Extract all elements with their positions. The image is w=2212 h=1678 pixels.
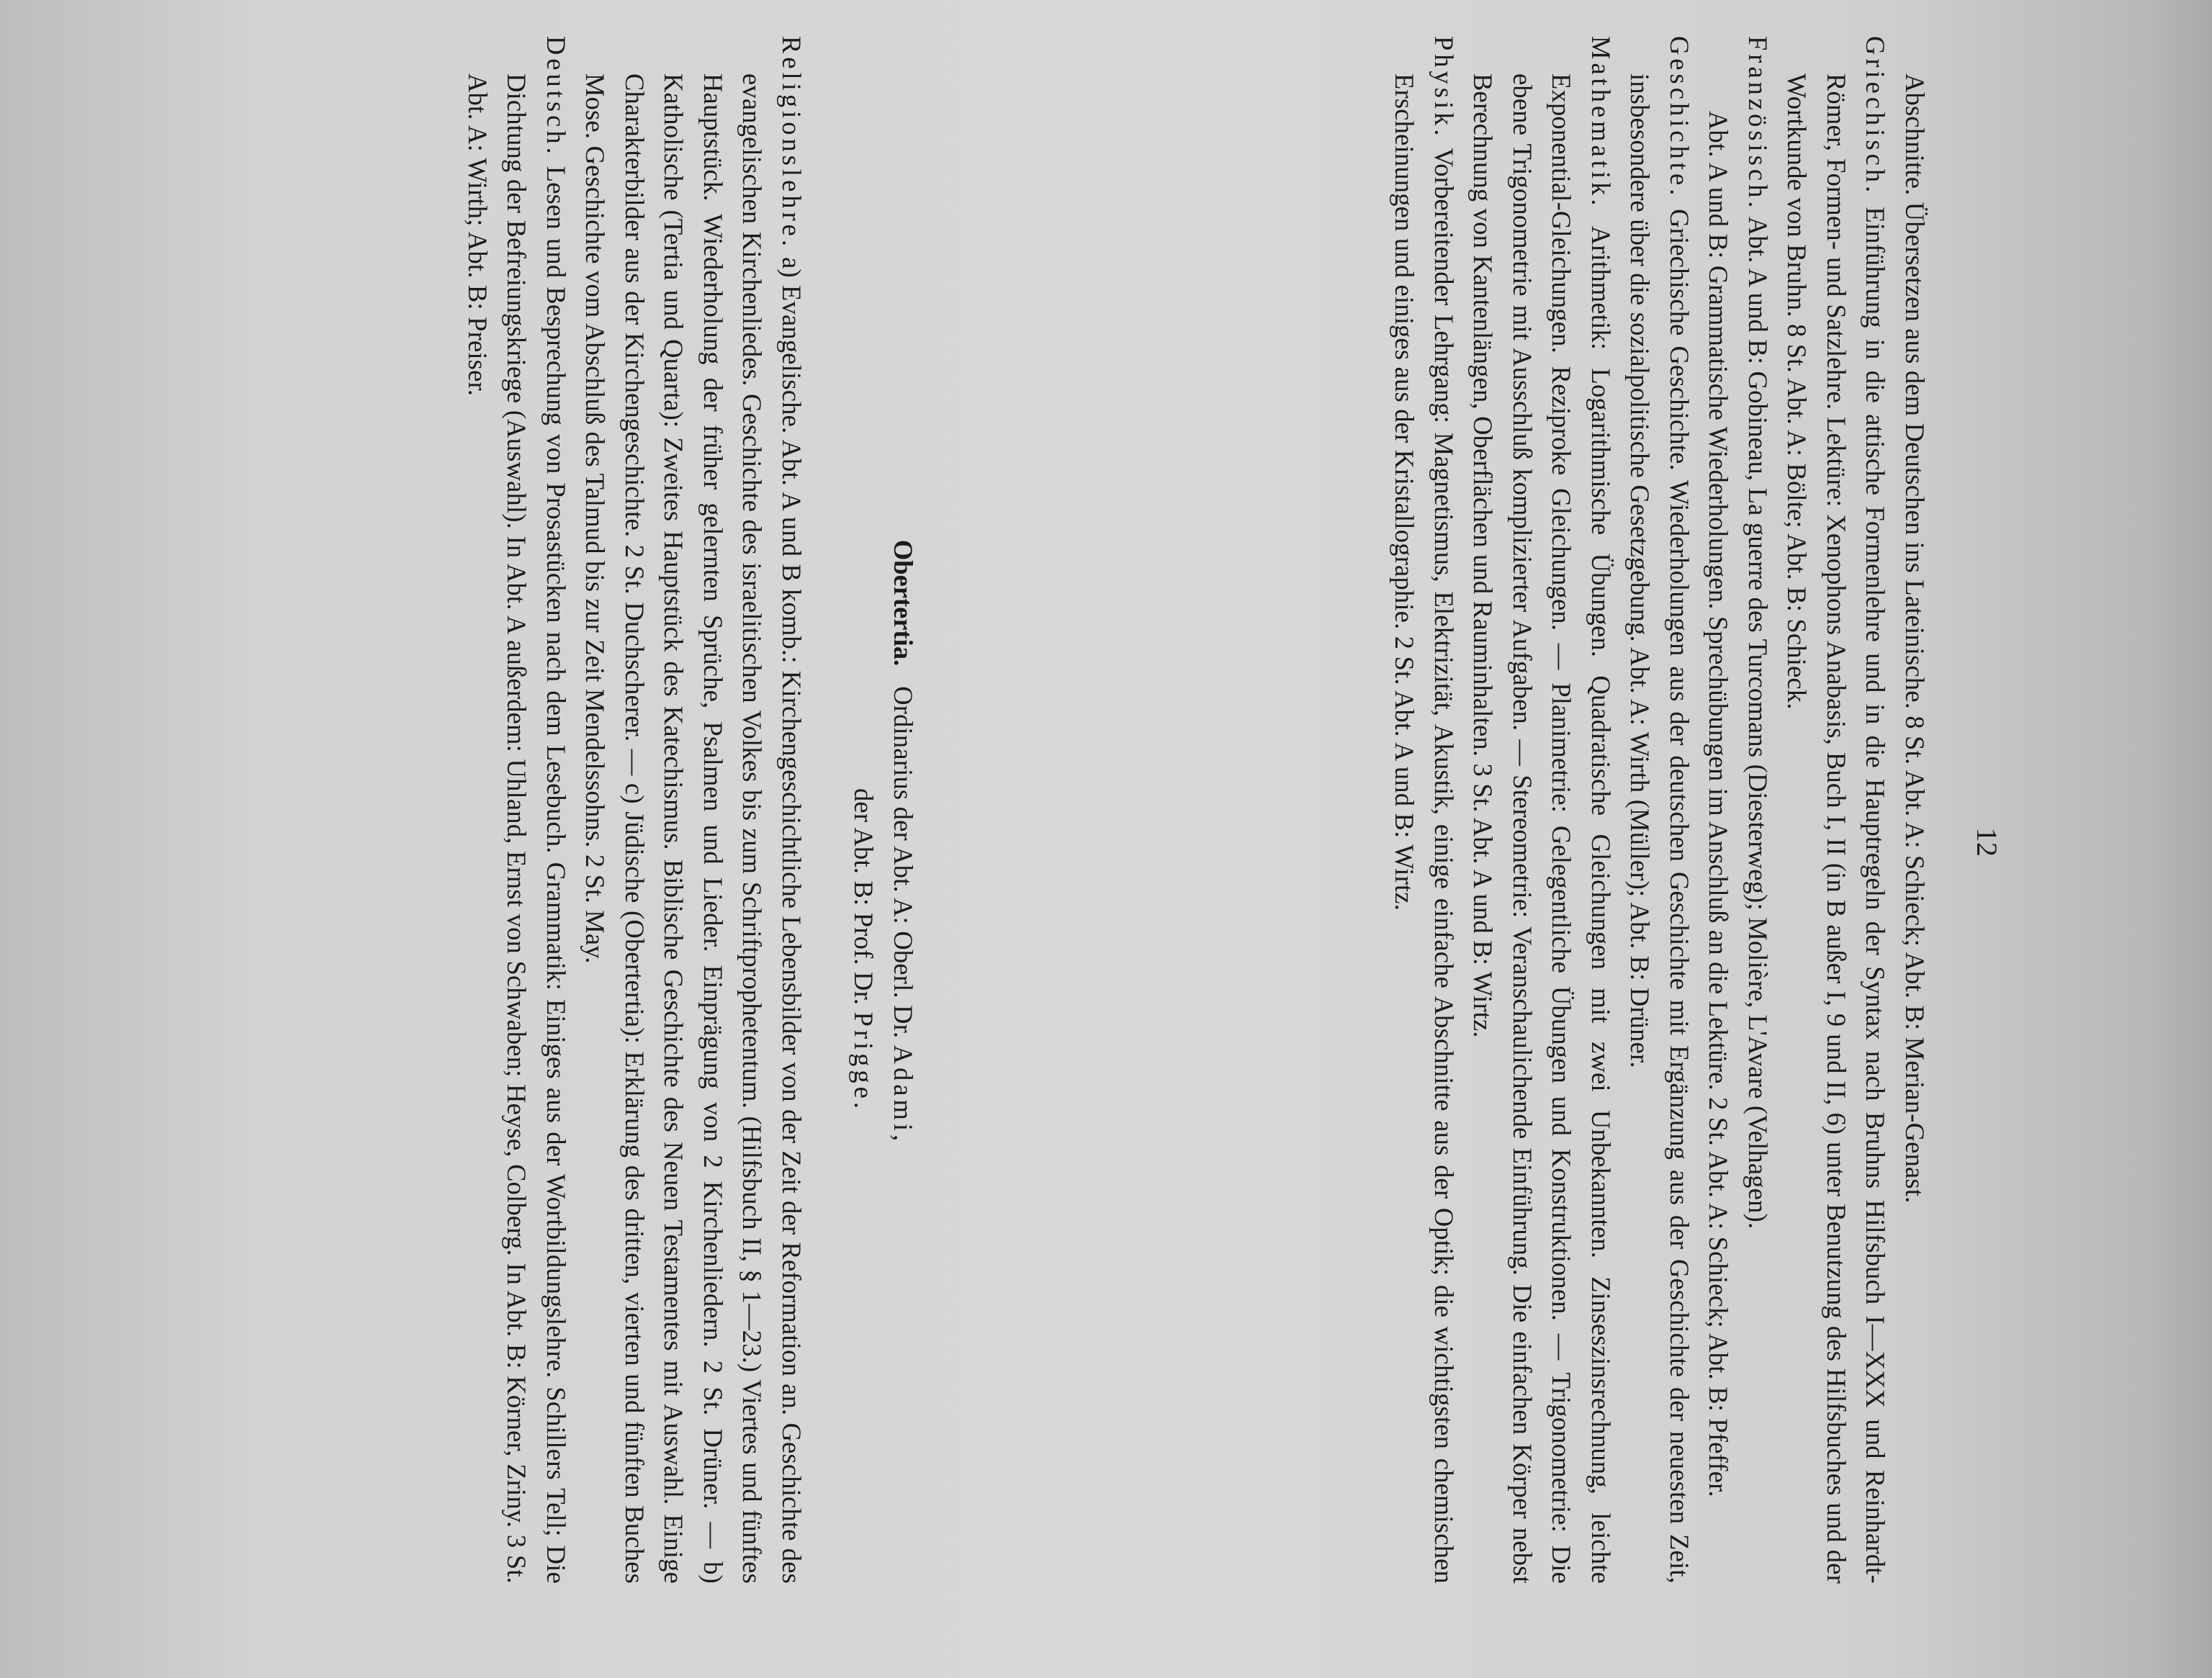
obertertia-title: Obertertia. <box>889 539 918 667</box>
physik-subject: Physik. <box>1429 36 1459 140</box>
top-text-section <box>1385 36 1934 1584</box>
ordinarius-a-text: Ordinarius der Abt. A: Oberl. Dr. <box>889 686 918 1039</box>
deutsch-subject: Deutsch. <box>541 36 571 158</box>
deutsch-text: Lesen und Besprechung von Prosastücken nach dem Lesebuch. Grammatik: Einiges aus der Wortbildungslehre. Schillers Tell; Die Dichtung der Befreiungskriege (Auswahl). In Abt. A außerdem: Uhland, Ernst von Schwaben; Heyse, Colberg. In Abt. B: Körner, Zriny. 3 St. Abt. A: Wirth; Abt. B: Preiser. <box>463 73 571 1584</box>
mathematik-paragraph <box>1463 36 1620 1584</box>
ordinarius-b-name: Prigge. <box>849 1011 879 1112</box>
franzoesisch-paragraph <box>1738 36 1778 1584</box>
obertertia-line-2 <box>844 36 884 1648</box>
religion-text: a) Evangelische. Abt. A und B komb.: Kirchengeschichtliche Lebensbilder von der Zeit der Reformation an. Geschichte des evangelischen Kirchenliedes. Geschichte des israelitischen Volkes bis zum Schriftprophetentum. (Hilfsbuch II, § 1—23.) Viertes und fünftes Hauptstück. Wiederholung der früher gelernten Sprüche, Psalmen und Lieder. Einprägung von 2 Kirchenliedern. 2 St. Drüner. — b) Katholische (Tertia und Quarta): Zweites Hauptstück des Katechismus. Biblische Geschichte des Neuen Testamentes mit Auswahl. Einige Charakterbilder aus der Kirchengeschichte. 2 St. Duchscherer. — c) Jüdische (Obertertia): Erklärung des dritten, vierten und fünften Buches Mose. Geschichte vom Abschluß des Talmud bis zur Zeit Mendelssohns. 2 St. May. <box>580 73 806 1584</box>
deutsch-paragraph <box>458 36 576 1584</box>
ordinarius-b-text: der Abt. B: Prof. Dr. <box>849 788 879 1006</box>
rotated-page <box>0 36 2006 1648</box>
geschichte-paragraph <box>1620 36 1699 1584</box>
obertertia-heading <box>844 36 922 1648</box>
religion-subject: Religionslehre. <box>777 36 806 250</box>
griechisch-subject: Griechisch. <box>1861 36 1891 197</box>
continuation-paragraph: Abschnitte. Übersetzen aus dem Deutschen ins Lateinische. 8 St. Abt. A: Schieck; Abt. B: Merian-Genast. <box>1900 73 1930 1204</box>
franzoesisch-text: Abt. A und B: Gobineau, La guerre des Turcomans (Diesterweg); Molière, L'Avare (Velhagen). <box>1743 216 1773 1230</box>
geschichte-subject: Geschichte. <box>1665 36 1694 199</box>
mathematik-text: Arithmetik: Logarithmische Übungen. Quadratische Gleichungen mit zwei Unbekannten. Zinseszinsrechnung, leichte Exponential-Gleichungen. Reziproke Gleichungen. — Planimetrie: Gelegentliche Übungen und Konstruktionen. — Trigonometrie: Die ebene Trigonometrie mit Ausschluß komplizierter Aufgaben. — Stereometrie: Veranschaulichende Einführung. Die einfachen Körper nebst Berechnung von Kantenlängen, Oberflächen und Rauminhalten. 3 St. Abt. A und B: Wirtz. <box>1468 73 1616 1584</box>
religion-paragraph <box>575 36 811 1584</box>
obertertia-line-1 <box>884 36 923 1648</box>
franzoesisch-paragraph-2: Abt. A und B: Grammatische Wiederholungen. Sprechübungen im Anschluß an die Lektüre. 2 St. Abt. A: Schieck; Abt. B: Pfeffer. <box>1704 111 1734 1497</box>
griechisch-paragraph <box>1777 36 1895 1584</box>
page-number: 12 <box>1971 827 2003 857</box>
griechisch-text: Einführung in die attische Formenlehre und in die Hauptregeln der Syntax nach Bruhns Hilfsbuch I—XXX und Reinhardt-Römer, Formen- und Satzlehre. Lektüre: Xenophons Anabasis, Buch I, II (in B außer I, 9 und II, 6) unter Benutzung des Hilfsbuches und der Wortkunde von Bruhn. 8 St. Abt. A: Bölte; Abt. B: Schieck. <box>1782 73 1891 1584</box>
mathematik-subject: Mathematik. <box>1586 36 1616 209</box>
ordinarius-a-name: Adami, <box>889 1045 918 1145</box>
physik-text: Vorbereitender Lehrgang: Magnetismus, Elektrizität, Akustik, einige einfache Abschnitte aus der Optik; die wichtigsten chemischen Erscheinungen und einiges aus der Kristallographie. 2 St. Abt. A und B: Wirtz. <box>1390 73 1459 1584</box>
physik-paragraph <box>1385 36 1463 1584</box>
franzoesisch-subject: Französisch. <box>1743 36 1773 212</box>
bottom-text-section <box>458 36 811 1584</box>
geschichte-text: Griechische Geschichte. Wiederholungen aus der deutschen Geschichte mit Ergänzung aus der Geschichte der neuesten Zeit, insbesondere über die sozialpolitische Gesetzgebung. Abt. A: Wirth (Müller); Abt. B: Drüner. <box>1625 73 1694 1584</box>
